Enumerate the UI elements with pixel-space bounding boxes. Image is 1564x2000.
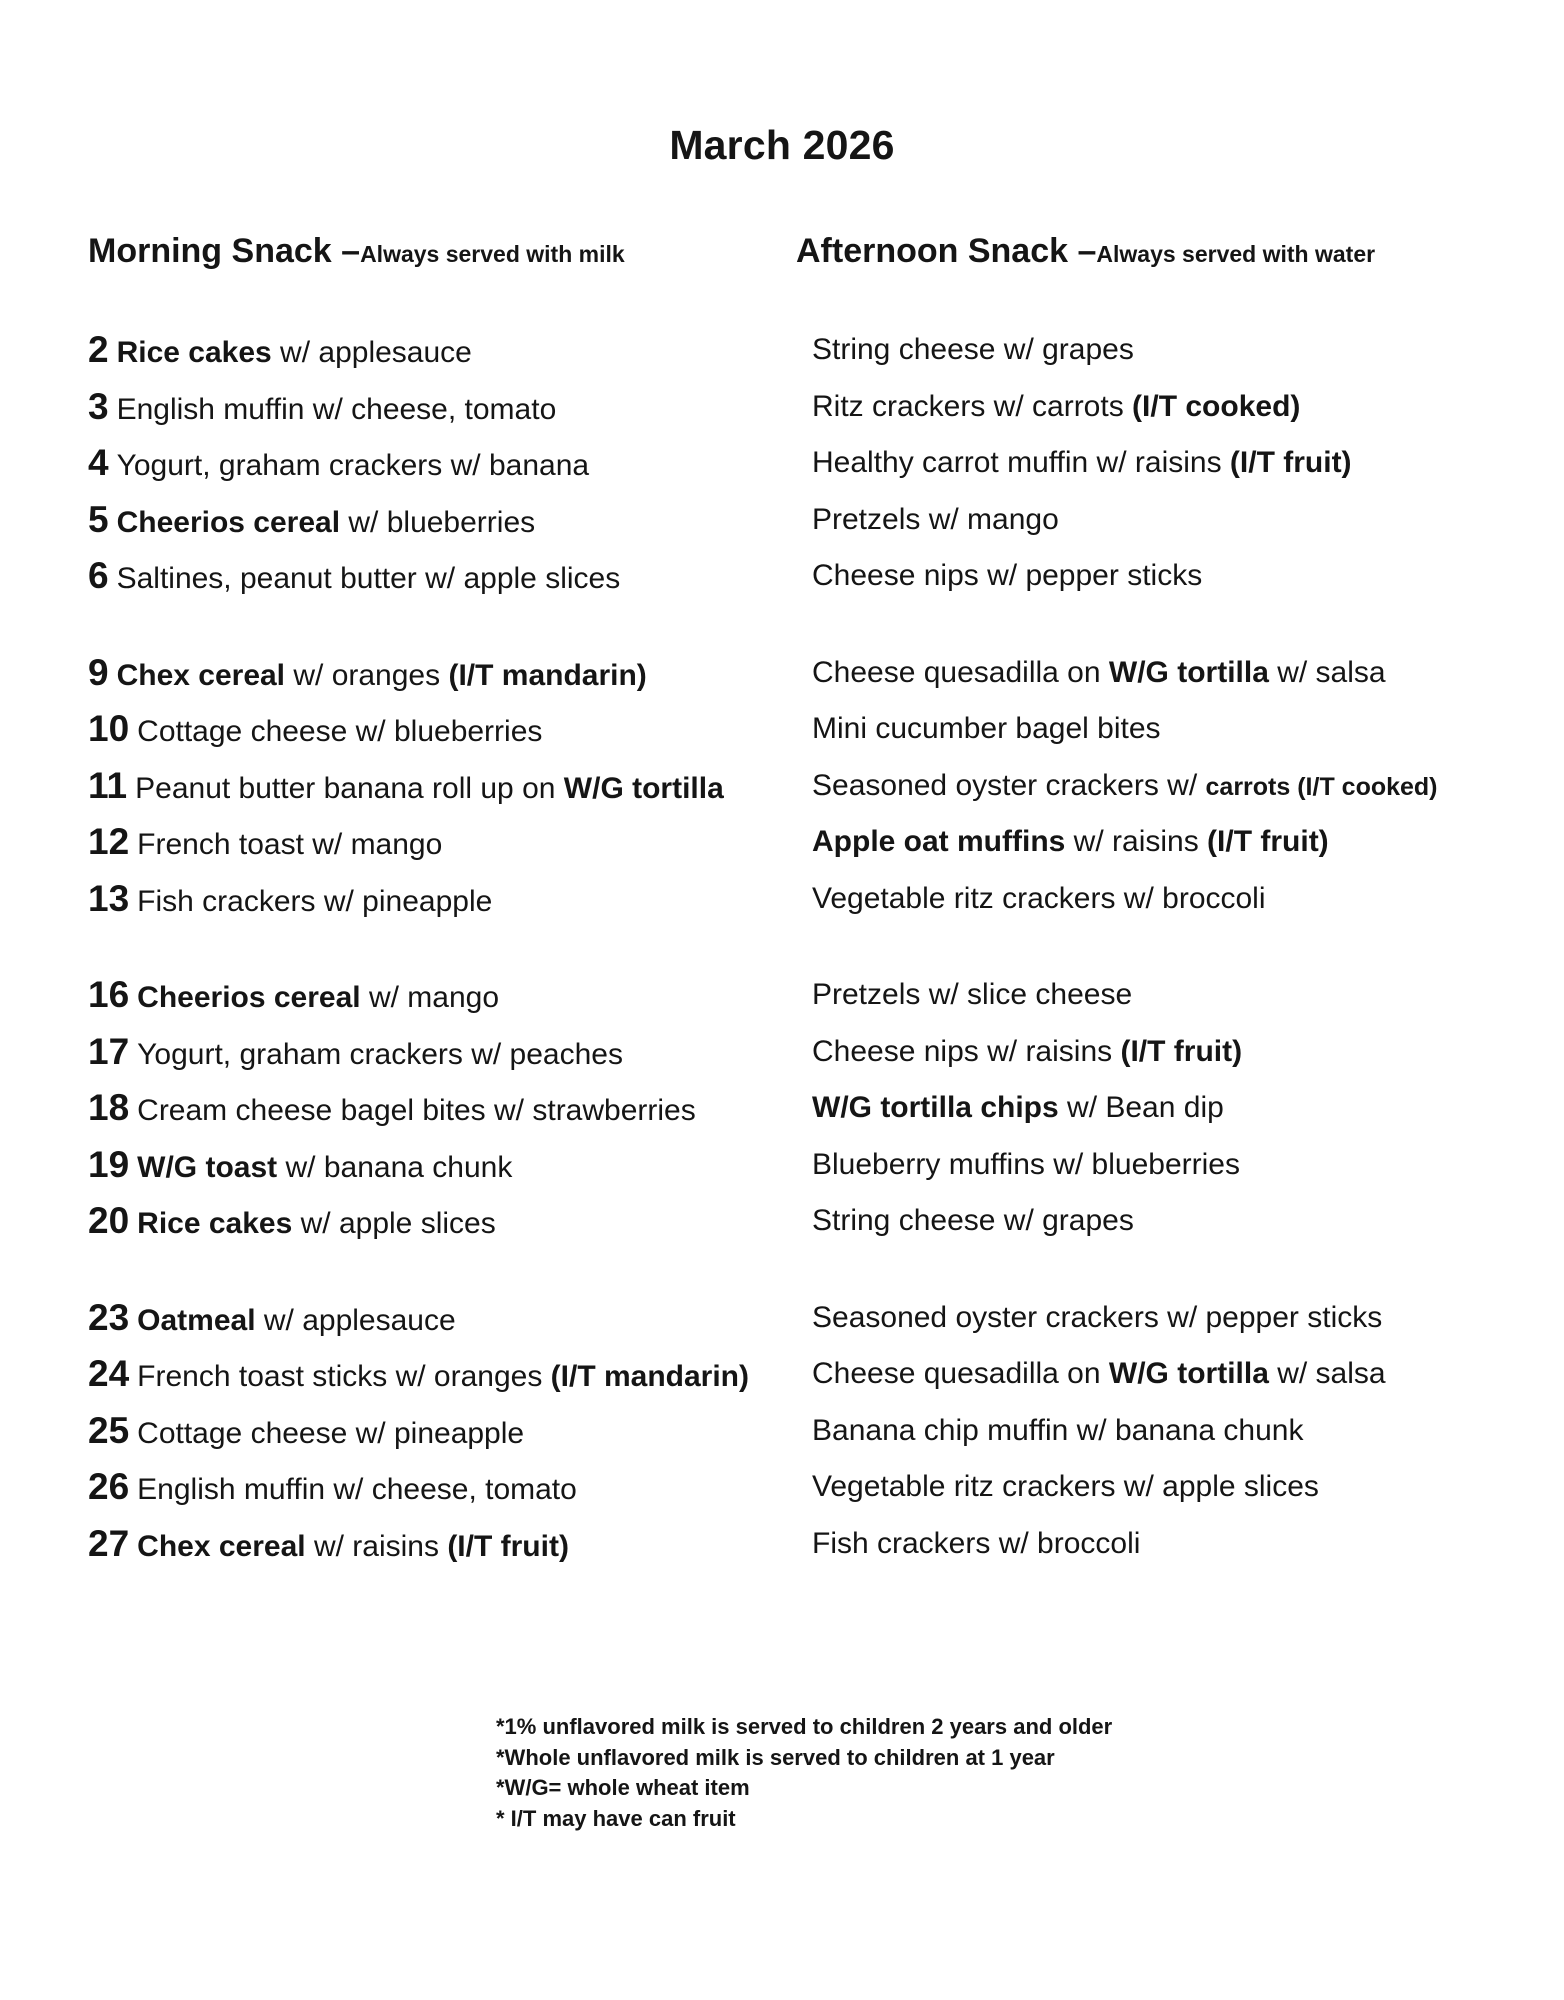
morning-menu-item <box>88 871 788 928</box>
item-text: Ritz crackers w/ carrots <box>812 389 1133 423</box>
bold-text: (I/T mandarin) <box>448 658 647 692</box>
afternoon-snack-column <box>796 232 1516 1612</box>
item-text: w/ oranges <box>285 658 449 692</box>
item-text: Cottage cheese w/ blueberries <box>137 715 543 748</box>
footnote: * I/T may have can fruit <box>496 1805 736 1831</box>
afternoon-week-2 <box>796 645 1516 928</box>
morning-snack-header <box>88 232 788 322</box>
bold-text: (I/T fruit) <box>1229 446 1352 479</box>
item-text: Healthy carrot muffin w/ raisins <box>812 446 1230 479</box>
item-text: Saltines, peanut butter w/ apple slices <box>116 562 621 595</box>
afternoon-snack-subheading: Always served with water <box>1096 241 1376 267</box>
item-text: w/ raisins <box>1065 825 1208 858</box>
afternoon-menu-item <box>796 1137 1516 1194</box>
item-text: Cream cheese bagel bites w/ strawberries <box>137 1094 696 1127</box>
day-number: 2 <box>88 329 109 370</box>
afternoon-week-1 <box>796 322 1516 605</box>
bold-text: W/G toast <box>137 1150 278 1184</box>
afternoon-snack-header <box>796 232 1516 322</box>
item-text: Yogurt, graham crackers w/ banana <box>116 449 590 482</box>
morning-menu-item <box>88 814 788 871</box>
afternoon-menu-item <box>796 1024 1516 1081</box>
bold-text: W/G tortilla <box>563 771 724 805</box>
day-number: 23 <box>88 1296 130 1338</box>
item-text: Peanut butter banana roll up on <box>135 771 564 805</box>
morning-snack-list <box>88 322 788 1572</box>
afternoon-snack-list <box>796 322 1516 1572</box>
day-number: 13 <box>88 877 130 919</box>
afternoon-menu-item <box>796 1080 1516 1137</box>
item-text: Cheese nips w/ pepper sticks <box>812 559 1203 592</box>
item-text: Banana chip muffin w/ banana chunk <box>812 1413 1304 1447</box>
bold-text: (I/T fruit) <box>447 1529 569 1563</box>
afternoon-week-3 <box>796 967 1516 1250</box>
item-text: w/ Bean dip <box>1058 1091 1224 1124</box>
morning-menu-item <box>88 1290 788 1347</box>
day-number: 3 <box>88 385 109 427</box>
item-text: Cheese quesadilla on <box>812 1357 1109 1390</box>
item-text: String cheese w/ grapes <box>812 333 1134 366</box>
item-text: w/ applesauce <box>255 1303 456 1337</box>
day-number: 5 <box>88 498 109 540</box>
day-number: 25 <box>88 1409 130 1451</box>
bold-text: Rice cakes <box>116 336 272 369</box>
afternoon-menu-item <box>796 645 1516 702</box>
item-text: Cheese nips w/ raisins <box>812 1034 1121 1068</box>
bold-text: Rice cakes <box>137 1207 293 1240</box>
day-number: 6 <box>88 555 109 596</box>
item-text: Fish crackers w/ broccoli <box>812 1526 1141 1560</box>
bold-text: Apple oat muffins <box>812 825 1066 858</box>
afternoon-snack-heading: Afternoon Snack – <box>796 232 1097 270</box>
day-number: 19 <box>88 1143 130 1185</box>
footnotes <box>496 1712 1112 1834</box>
morning-menu-item <box>88 1403 788 1460</box>
afternoon-week-4 <box>796 1290 1516 1573</box>
afternoon-menu-item <box>796 1516 1516 1573</box>
footnote: *W/G= whole wheat item <box>496 1775 750 1800</box>
morning-menu-item <box>88 435 788 492</box>
item-text: w/ applesauce <box>271 336 472 369</box>
morning-menu-item <box>88 1346 788 1403</box>
day-number: 10 <box>88 708 130 749</box>
page-title: March 2026 <box>669 122 895 168</box>
morning-menu-item <box>88 379 788 436</box>
morning-menu-item <box>88 548 788 605</box>
footnote: *Whole unflavored milk is served to children at 1 year <box>496 1744 1055 1770</box>
bold-text: (I/T cooked) <box>1132 389 1301 423</box>
day-number: 26 <box>88 1466 130 1507</box>
bold-text: Cheerios cereal <box>116 505 341 539</box>
bold-text: Chex cereal <box>116 658 286 692</box>
morning-menu-item <box>88 1080 788 1137</box>
morning-menu-item <box>88 1137 788 1194</box>
item-text: w/ salsa <box>1268 1357 1386 1390</box>
day-number: 20 <box>88 1200 130 1241</box>
item-text: Cheese quesadilla on <box>812 655 1109 689</box>
day-number: 17 <box>88 1030 130 1072</box>
item-text: w/ apple slices <box>292 1207 496 1240</box>
morning-menu-item <box>88 492 788 549</box>
afternoon-menu-item <box>796 1403 1516 1460</box>
morning-week-2 <box>88 645 788 928</box>
item-text: Cottage cheese w/ pineapple <box>137 1416 525 1450</box>
footnote: *1% unflavored milk is served to children 2 years and older <box>496 1714 1113 1739</box>
day-number: 16 <box>88 974 130 1015</box>
bold-text: W/G tortilla <box>1108 655 1269 689</box>
bold-text: (I/T mandarin) <box>550 1360 749 1393</box>
afternoon-menu-item <box>796 1290 1516 1347</box>
morning-menu-item <box>88 967 788 1024</box>
morning-snack-heading: Morning Snack – <box>88 232 361 270</box>
item-text: Blueberry muffins w/ blueberries <box>812 1147 1240 1181</box>
afternoon-menu-item <box>796 1459 1516 1516</box>
afternoon-menu-item <box>796 967 1516 1024</box>
morning-menu-item <box>88 645 788 702</box>
bold-text: Chex cereal <box>137 1529 306 1563</box>
item-text: Pretzels w/ mango <box>812 502 1059 536</box>
morning-snack-subheading: Always served with milk <box>360 241 625 267</box>
bold-text: W/G tortilla chips <box>812 1091 1059 1124</box>
day-number: 18 <box>88 1087 130 1128</box>
day-number: 11 <box>88 764 128 806</box>
morning-menu-item <box>88 758 788 815</box>
item-text: Fish crackers w/ pineapple <box>137 884 493 918</box>
day-number: 27 <box>88 1522 130 1564</box>
item-text: French toast sticks w/ oranges <box>137 1360 551 1393</box>
item-text: w/ mango <box>360 981 500 1014</box>
item-text: Seasoned oyster crackers w/ <box>812 768 1206 802</box>
morning-menu-item <box>88 1193 788 1250</box>
item-text: w/ banana chunk <box>277 1150 513 1184</box>
morning-menu-item <box>88 701 788 758</box>
morning-week-1 <box>88 322 788 605</box>
afternoon-menu-item <box>796 1346 1516 1403</box>
day-number: 9 <box>88 651 109 693</box>
afternoon-menu-item <box>796 701 1516 758</box>
day-number: 4 <box>88 442 109 483</box>
afternoon-menu-item <box>796 758 1516 815</box>
afternoon-menu-item <box>796 435 1516 492</box>
item-text: Yogurt, graham crackers w/ peaches <box>137 1037 623 1071</box>
item-text: French toast w/ mango <box>137 828 443 861</box>
afternoon-menu-item <box>796 548 1516 605</box>
morning-snack-column <box>88 232 788 1612</box>
item-text: Pretzels w/ slice cheese <box>812 978 1133 1011</box>
day-number: 12 <box>88 821 130 862</box>
item-text: English muffin w/ cheese, tomato <box>137 1473 577 1506</box>
item-text: Vegetable ritz crackers w/ broccoli <box>812 881 1266 915</box>
bold-text: Cheerios cereal <box>137 981 361 1014</box>
morning-menu-item <box>88 322 788 379</box>
bold-text: W/G tortilla <box>1108 1357 1269 1390</box>
bold-text: Oatmeal <box>137 1303 256 1337</box>
item-text: English muffin w/ cheese, tomato <box>116 392 557 426</box>
bold-text: (I/T fruit) <box>1120 1034 1243 1068</box>
item-text: w/ raisins <box>305 1529 448 1563</box>
afternoon-menu-item <box>796 814 1516 871</box>
afternoon-menu-item <box>796 871 1516 928</box>
item-text: w/ blueberries <box>340 505 536 539</box>
morning-week-3 <box>88 967 788 1250</box>
item-text: Seasoned oyster crackers w/ pepper sticks <box>812 1300 1383 1334</box>
morning-menu-item <box>88 1459 788 1516</box>
bold-text: (I/T fruit) <box>1207 825 1329 858</box>
bold-text: carrots (I/T cooked) <box>1205 772 1438 801</box>
item-text: Vegetable ritz crackers w/ apple slices <box>812 1470 1319 1503</box>
morning-menu-item <box>88 1024 788 1081</box>
morning-week-4 <box>88 1290 788 1573</box>
item-text: String cheese w/ grapes <box>812 1204 1134 1237</box>
afternoon-menu-item <box>796 1193 1516 1250</box>
morning-menu-item <box>88 1516 788 1573</box>
afternoon-menu-item <box>796 322 1516 379</box>
day-number: 24 <box>88 1353 130 1394</box>
afternoon-menu-item <box>796 492 1516 549</box>
afternoon-menu-item <box>796 379 1516 436</box>
item-text: Mini cucumber bagel bites <box>812 712 1161 745</box>
item-text: w/ salsa <box>1268 655 1386 689</box>
